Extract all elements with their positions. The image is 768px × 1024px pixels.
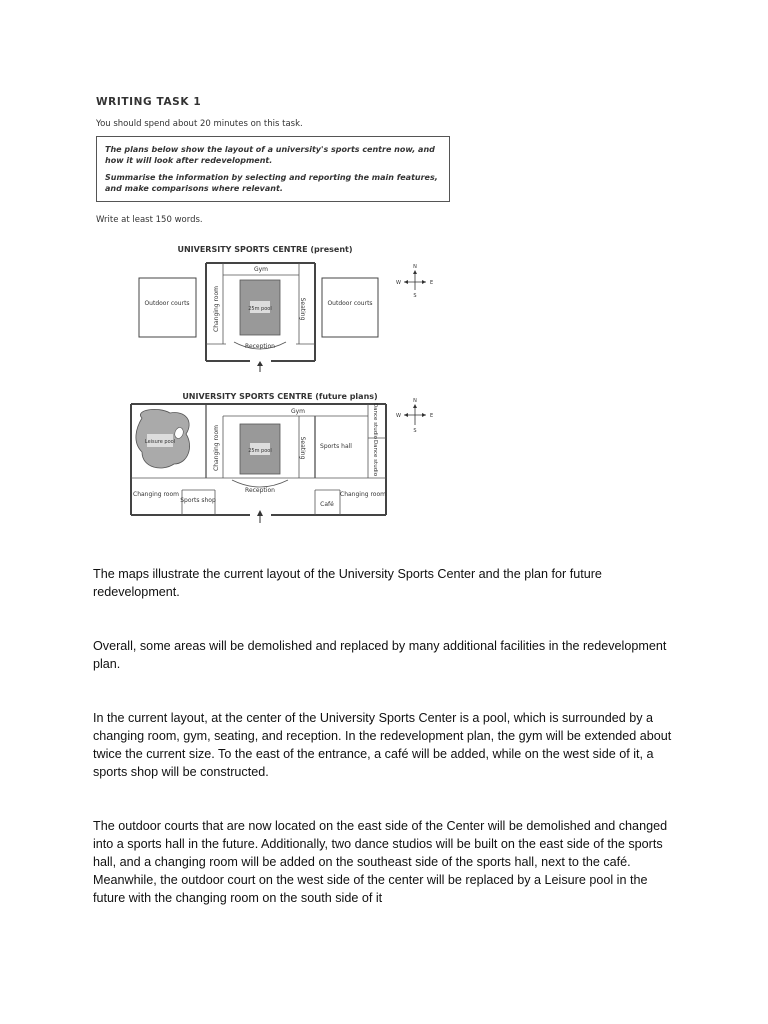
sports-centre-plans bbox=[90, 238, 462, 528]
task-word-note: Write at least 150 words. bbox=[96, 215, 203, 225]
present-changing-room-label: Changing room bbox=[213, 286, 220, 332]
future-reception-arc bbox=[232, 480, 288, 487]
future-entrance-arrowhead bbox=[257, 510, 263, 516]
future-reception-label: Reception bbox=[245, 487, 275, 494]
present-compass-n: N bbox=[413, 264, 417, 270]
task-title: WRITING TASK 1 bbox=[96, 96, 202, 108]
present-compass-e: E bbox=[430, 280, 434, 286]
future-compass bbox=[404, 404, 426, 425]
future-compass-w: W bbox=[396, 413, 401, 419]
task-time-note: You should spend about 20 minutes on this task. bbox=[96, 119, 303, 129]
essay-paragraph-3: In the current layout, at the center of the University Sports Center is a pool, which is surrounded by a changing room, gym, seating, and reception. In the redevelopment plan, the gym will be extended about twice the current size. To the east of the entrance, a café will be added, while on the west side of it, a sports shop will be constructed. bbox=[93, 711, 672, 779]
future-sports-hall-label: Sports hall bbox=[320, 443, 352, 450]
future-changing-room-sw-label: Changing room bbox=[133, 491, 179, 498]
task-scan-image bbox=[90, 88, 462, 528]
future-pool-label: 25m pool bbox=[248, 448, 272, 454]
task-instructions-box bbox=[96, 136, 450, 202]
future-gym-label: Gym bbox=[290, 408, 306, 415]
future-changing-room-label: Changing room bbox=[213, 425, 220, 471]
present-outdoor-courts-west-label: Outdoor courts bbox=[144, 300, 190, 307]
essay-paragraph-4: The outdoor courts that are now located on the east side of the Center will be demolished and changed into a sports hall in the future. Additionally, two dance studios will be built on the east side of the sports hall, and a changing room will be added on the southeast side of the sports hall, next to the café. Meanwhile, the outdoor court on the west side of the center will be replaced by a Leisure pool in the future with the changing room on the south side of it bbox=[93, 819, 668, 905]
future-compass-e: E bbox=[430, 413, 434, 419]
future-compass-s: S bbox=[413, 428, 417, 434]
future-seating-label: Seating bbox=[299, 436, 306, 460]
future-leisure-pool-label: Leisure pool bbox=[144, 439, 176, 445]
essay-body bbox=[93, 565, 683, 943]
task-prompt-1: The plans below show the layout of a university's sports centre now, and how it will look after redevelopment. bbox=[105, 145, 435, 165]
present-compass-w: W bbox=[396, 280, 401, 286]
plan-future-title: UNIVERSITY SPORTS CENTRE (future plans) bbox=[182, 392, 378, 401]
future-compass-n: N bbox=[413, 398, 417, 404]
present-pool-label: 25m pool bbox=[248, 306, 272, 312]
present-seating-label: Seating bbox=[299, 297, 306, 321]
task-prompt-2: Summarise the information by selecting and reporting the main features, and make comparisons where relevant. bbox=[105, 173, 438, 193]
present-compass-s: S bbox=[413, 293, 417, 299]
future-sports-shop-label: Sports shop bbox=[180, 497, 216, 504]
future-dance-studio-2-label: Dance studio bbox=[372, 439, 378, 477]
present-outdoor-courts-east-label: Outdoor courts bbox=[327, 300, 373, 307]
essay-paragraph-1: The maps illustrate the current layout of the University Sports Center and the plan for future redevelopment. bbox=[93, 567, 602, 599]
essay-paragraph-2: Overall, some areas will be demolished and replaced by many additional facilities in the redevelopment plan. bbox=[93, 639, 667, 671]
future-cafe-label: Café bbox=[320, 501, 334, 508]
future-changing-room-se-label: Changing room bbox=[340, 491, 386, 498]
future-dance-studio-1-label: Dance studio bbox=[372, 402, 378, 440]
present-outdoor-courts-west bbox=[139, 278, 196, 337]
present-gym-label: Gym bbox=[253, 266, 269, 273]
present-reception-label: Reception bbox=[245, 343, 275, 350]
present-compass bbox=[404, 270, 426, 290]
plan-present-title: UNIVERSITY SPORTS CENTRE (present) bbox=[177, 245, 353, 254]
present-outdoor-courts-east bbox=[322, 278, 378, 337]
present-entrance-arrowhead bbox=[257, 361, 263, 366]
